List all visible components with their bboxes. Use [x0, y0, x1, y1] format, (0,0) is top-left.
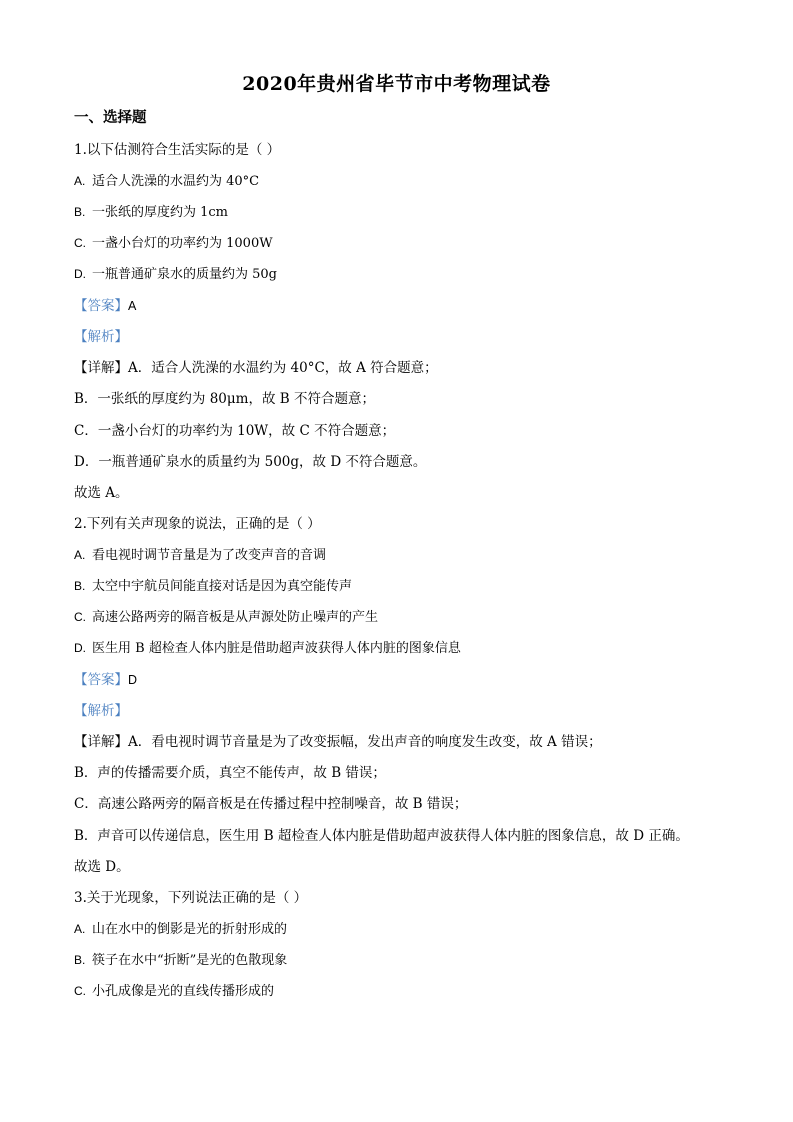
question-stem: 1.以下估测符合生活实际的是（ ） — [74, 142, 281, 158]
option-letter: D. — [74, 267, 86, 281]
option-letter: B. — [74, 205, 86, 219]
option-letter: A. — [74, 174, 86, 188]
conclusion-line: 故选 D。 — [74, 859, 130, 875]
question-stem: 3.关于光现象，下列说法正确的是（ ） — [74, 890, 308, 906]
option-a — [74, 171, 259, 192]
answer-line — [74, 296, 136, 316]
detail-line: B．声的传播需要介质，真空不能传声，故 B 错误； — [74, 765, 386, 781]
answer-tag: 【答案】 — [74, 298, 128, 314]
analysis-tag: 【解析】 — [74, 329, 128, 345]
option-b — [74, 202, 228, 223]
option-letter: A. — [74, 548, 86, 562]
answer-tag: 【答案】 — [74, 672, 128, 688]
option-c — [74, 981, 274, 1002]
question-stem: 2.下列有关声现象的说法，正确的是（ ） — [74, 516, 321, 532]
option-c — [74, 233, 273, 254]
option-letter: B. — [74, 579, 86, 593]
option-text: 高速公路两旁的隔音板是从声源处防止噪声的产生 — [92, 610, 379, 625]
answer-value: A — [128, 299, 137, 313]
option-text: 一盏小台灯的功率约为 1000W — [92, 236, 273, 251]
option-b — [74, 950, 287, 971]
option-text: 太空中宇航员间能直接对话是因为真空能传声 — [92, 579, 353, 594]
detail-line: C．高速公路两旁的隔音板是在传播过程中控制噪音，故 B 错误； — [74, 796, 468, 812]
option-letter: C. — [74, 610, 86, 624]
option-text: 适合人洗澡的水温约为 40°C — [92, 174, 260, 189]
analysis-line — [74, 327, 128, 347]
option-c — [74, 607, 378, 628]
option-d — [74, 264, 277, 285]
answer-line — [74, 670, 137, 690]
analysis-tag: 【解析】 — [74, 703, 128, 719]
option-a — [74, 919, 287, 940]
option-text: 医生用 B 超检查人体内脏是借助超声波获得人体内脏的图象信息 — [92, 641, 461, 656]
option-text: 一张纸的厚度约为 1cm — [92, 205, 229, 220]
option-text: 一瓶普通矿泉水的质量约为 50g — [92, 267, 277, 282]
option-b — [74, 576, 352, 597]
detail-line: C．一盏小台灯的功率约为 10W，故 C 不符合题意； — [74, 423, 396, 439]
section-heading: 一、选择题 — [74, 109, 147, 126]
option-letter: D. — [74, 641, 86, 655]
option-text: 山在水中的倒影是光的折射形成的 — [92, 922, 288, 937]
option-d — [74, 638, 461, 659]
conclusion-line: 故选 A。 — [74, 485, 129, 501]
detail-line: D．一瓶普通矿泉水的质量约为 500g，故 D 不符合题意。 — [74, 454, 427, 470]
detail-line: B．一张纸的厚度约为 80μm，故 B 不符合题意； — [74, 391, 375, 407]
option-letter: C. — [74, 984, 86, 998]
option-letter: A. — [74, 922, 86, 936]
option-text: 看电视时调节音量是为了改变声音的音调 — [92, 548, 327, 563]
detail-line: 【详解】A．适合人洗澡的水温约为 40°C，故 A 符合题意； — [74, 360, 438, 376]
page-title: 2020年贵州省毕节市中考物理试卷 — [242, 73, 551, 95]
option-a — [74, 545, 326, 566]
option-text: 小孔成像是光的直线传播形成的 — [92, 984, 275, 999]
option-text: 筷子在水中“折断”是光的色散现象 — [92, 953, 288, 968]
option-letter: B. — [74, 953, 86, 967]
detail-line: 【详解】A．看电视时调节音量是为了改变振幅，发出声音的响度发生改变，故 A 错误； — [74, 734, 602, 750]
analysis-line — [74, 701, 128, 721]
answer-value: D — [128, 673, 138, 687]
option-letter: C. — [74, 236, 86, 250]
detail-line: B．声音可以传递信息，医生用 B 超检查人体内脏是借助超声波获得人体内脏的图象信息，故 D 正确。 — [74, 828, 689, 844]
